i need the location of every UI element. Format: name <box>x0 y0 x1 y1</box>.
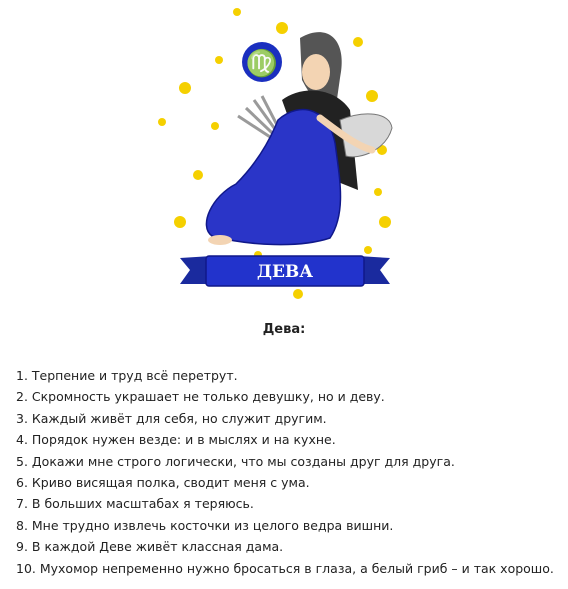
aphorism-list <box>16 365 554 579</box>
list-item: 1. Терпение и труд всё перетрут. <box>16 368 238 383</box>
list-item: 10. Мухомор непременно нужно бросаться в глаза, а белый гриб – и так хорошо. <box>16 560 554 576</box>
list-item: 3. Каждый живёт для себя, но служит другим. <box>16 410 327 426</box>
list-item: 6. Криво висящая полка, сводит меня с ума. <box>16 475 310 491</box>
list-item: 4. Порядок нужен везде: и в мыслях и на кухне. <box>16 432 336 448</box>
page-heading: Дева: <box>262 322 306 337</box>
dress <box>206 110 340 245</box>
foot <box>208 235 232 245</box>
face <box>302 54 330 90</box>
list-item: 2. Скромность украшает не только девушку, но и деву. <box>16 389 385 405</box>
banner-text: ДЕВА <box>256 262 314 282</box>
list-item: 8. Мне трудно извлечь косточки из целого ведра вишни. <box>16 517 394 533</box>
list-item: 7. В больших масштабах я теряюсь. <box>16 496 254 512</box>
svg-text:♍: ♍ <box>245 49 279 79</box>
virgo-illustration <box>150 0 420 305</box>
virgo-symbol <box>242 42 282 82</box>
virgo-banner <box>180 256 390 286</box>
virgo-zodiac-icon <box>150 0 420 305</box>
list-item: 9. В каждой Деве живёт классная дама. <box>16 539 284 555</box>
list-item: 5. Докажи мне строго логически, что мы созданы друг для друга. <box>16 453 455 469</box>
